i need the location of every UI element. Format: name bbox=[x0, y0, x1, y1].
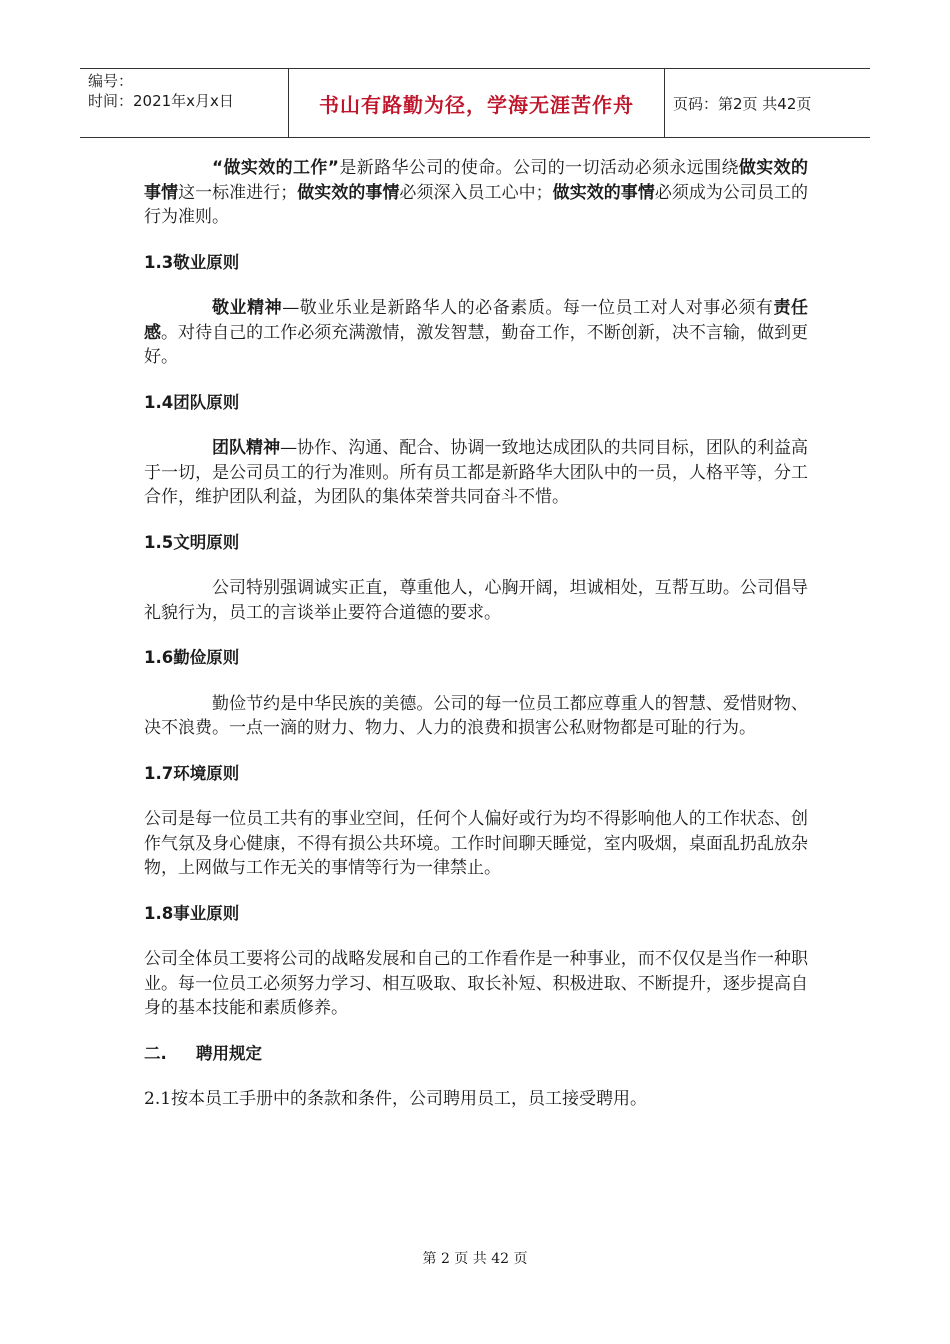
paragraph-civility: 公司特别强调诚实正直，尊重他人，心胸开阔，坦诚相处，互帮互助。公司倡导礼貌行为，员工的言谈举止要符合道德的要求。 bbox=[144, 578, 808, 623]
text: 这一标准进行； bbox=[178, 182, 298, 203]
document-date: 时间：2021年x月x日 bbox=[88, 92, 234, 110]
paragraph-thrift: 勤俭节约是中华民族的美德。公司的每一位员工都应尊重人的智慧、爱惜财物、决不浪费。一点一滴的财力、物力、人力的浪费和损害公私财物都是可耻的行为。 bbox=[144, 693, 808, 738]
paragraph-environment: 公司是每一位员工共有的事业空间，任何个人偏好或行为均不得影响他人的工作状态、创作气氛及身心健康，不得有损公共环境。工作时间聊天睡觉，室内吸烟，桌面乱扔乱放杂物，上网做与工作无关的事情等行为一律禁止。 bbox=[144, 809, 808, 878]
section-heading-1-4: 1.4团队原则 bbox=[144, 392, 240, 412]
text: 是新路华公司的使命。公司的一切活动必须永远围绕 bbox=[338, 158, 739, 178]
paragraph-dedication bbox=[144, 296, 808, 370]
text: 必须成为公司员工的行为准则。 bbox=[144, 182, 809, 227]
bold-text: 做实效的事情 bbox=[552, 182, 655, 203]
page-header bbox=[80, 68, 870, 138]
chapter-heading-2 bbox=[144, 1042, 808, 1067]
chapter-number: 二. bbox=[144, 1043, 167, 1063]
text: 必须深入员工心中； bbox=[399, 182, 553, 203]
section-heading-1-7: 1.7环境原则 bbox=[144, 763, 240, 783]
header-page-info: 页码：第2页 共42页 bbox=[673, 94, 812, 113]
document-number-label: 编号： bbox=[88, 72, 134, 90]
bold-text: 做实效的事情 bbox=[297, 182, 400, 203]
section-heading-1-8: 1.8事业原则 bbox=[144, 903, 240, 923]
paragraph-employment: 2.1按本员工手册中的条款和条件，公司聘用员工，员工接受聘用。 bbox=[144, 1089, 648, 1109]
text: —敬业乐业是新路华人的必备素质。每一位员工对人对事必须有 bbox=[282, 298, 774, 318]
section-heading-1-3: 1.3敬业原则 bbox=[144, 252, 240, 272]
page-footer: 第 2 页 共 42 页 bbox=[422, 1251, 528, 1267]
paragraph-career: 公司全体员工要将公司的战略发展和自己的工作看作是一种事业，而不仅仅是当作一种职业。每一位员工必须努力学习、相互吸取、取长补短、积极进取、不断提升，逐步提高自身的基本技能和素质修养。 bbox=[144, 949, 808, 1018]
bold-text: 团队精神 bbox=[212, 438, 281, 458]
bold-text: 做实效的事情 bbox=[144, 158, 808, 203]
bold-text: “做实效的工作” bbox=[212, 158, 339, 178]
document-body bbox=[144, 156, 808, 1133]
bold-text: 敬业精神 bbox=[212, 298, 283, 318]
chapter-title: 聘用规定 bbox=[196, 1043, 262, 1063]
bold-text: 责任感 bbox=[144, 298, 809, 343]
text: 。对待自己的工作必须充满激情，激发智慧，勤奋工作，不断创新，决不言输，做到更好。 bbox=[144, 322, 809, 367]
section-heading-1-5: 1.5文明原则 bbox=[144, 532, 240, 552]
text: —协作、沟通、配合、协调一致地达成团队的共同目标，团队的利益高于一切，是公司员工的行为准则。所有员工都是新路华大团队中的一员，人格平等，分工合作，维护团队利益，为团队的集体荣誉共同奋斗不惜。 bbox=[144, 438, 809, 507]
section-heading-1-6: 1.6勤俭原则 bbox=[144, 648, 240, 667]
header-motto: 书山有路勤为径，学海无涯苦作舟 bbox=[289, 69, 665, 137]
header-meta bbox=[80, 69, 289, 137]
paragraph-team bbox=[144, 436, 808, 510]
paragraph-mission bbox=[144, 156, 808, 230]
